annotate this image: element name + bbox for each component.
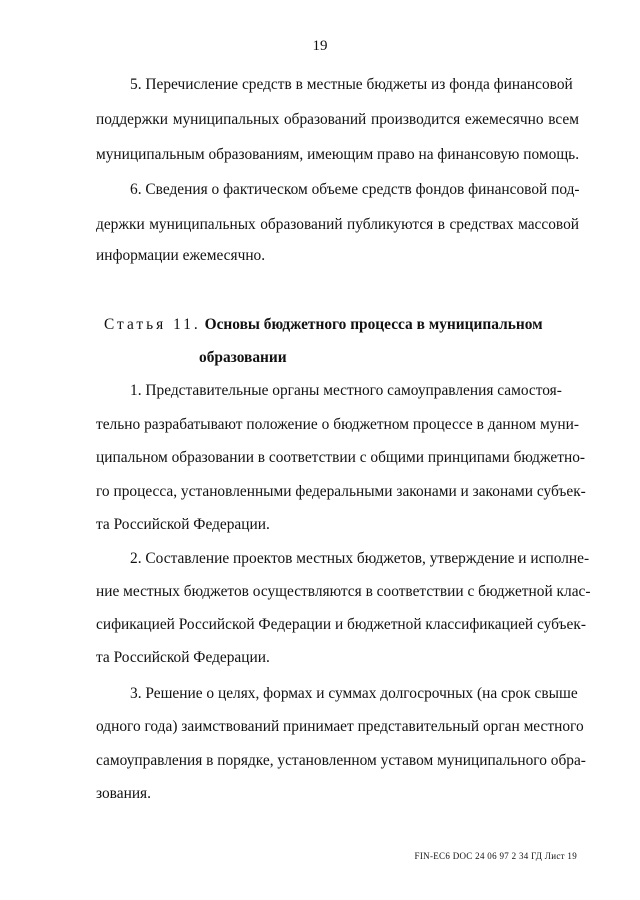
paragraph-1-line-1: 1. Представительные органы местного самоуправления самостоя-	[130, 382, 562, 399]
article-heading	[104, 316, 543, 334]
paragraph-3-line-3: самоуправления в порядке, установленном уставом муниципального обра-	[96, 752, 586, 769]
article-title-line-2: образовании	[199, 349, 287, 366]
paragraph-5-line-3: муниципальным образованиям, имеющим право на финансовую помощь.	[96, 146, 580, 163]
paragraph-2-line-1: 2. Составление проектов местных бюджетов, утверждение и исполне-	[130, 550, 590, 567]
paragraph-5-line-2: поддержки муниципальных образований производится ежемесячно всем	[96, 111, 579, 128]
paragraph-2-line-3: сификацией Российской Федерации и бюджетной классификацией субъек-	[96, 616, 586, 633]
paragraph-1-line-3: ципальном образовании в соответствии с общими принципами бюджетно-	[96, 449, 586, 466]
paragraph-1-line-5: та Российской Федерации.	[96, 516, 270, 533]
article-label: Статья 11.	[104, 316, 201, 333]
paragraph-1-line-2: тельно разрабатывают положение о бюджетном процессе в данном муни-	[96, 416, 579, 433]
page-number: 19	[312, 38, 328, 54]
paragraph-3-line-4: зования.	[96, 785, 151, 802]
paragraph-2-line-2: ние местных бюджетов осуществляются в соответствии с бюджетной клас-	[96, 583, 591, 600]
article-title-line-1: Основы бюджетного процесса в муниципальном	[204, 316, 543, 333]
paragraph-2-line-4: та Российской Федерации.	[96, 649, 270, 666]
paragraph-3-line-1: 3. Решение о целях, формах и суммах долгосрочных (на срок свыше	[130, 685, 578, 702]
paragraph-6-line-3: информации ежемесячно.	[96, 247, 266, 264]
paragraph-3-line-2: одного года) заимствований принимает представительный орган местного	[96, 718, 584, 735]
paragraph-6-line-2: держки муниципальных образований публикуются в средствах массовой	[96, 216, 579, 233]
paragraph-5-line-1: 5. Перечисление средств в местные бюджеты из фонда финансовой	[130, 76, 573, 93]
paragraph-1-line-4: го процесса, установленными федеральными законами и законами субъек-	[96, 483, 586, 500]
footer-docinfo: FIN-EC6 DOC 24 06 97 2 34 ГД Лист 19	[414, 851, 577, 861]
paragraph-6-line-1: 6. Сведения о фактическом объеме средств фондов финансовой под-	[130, 181, 580, 198]
